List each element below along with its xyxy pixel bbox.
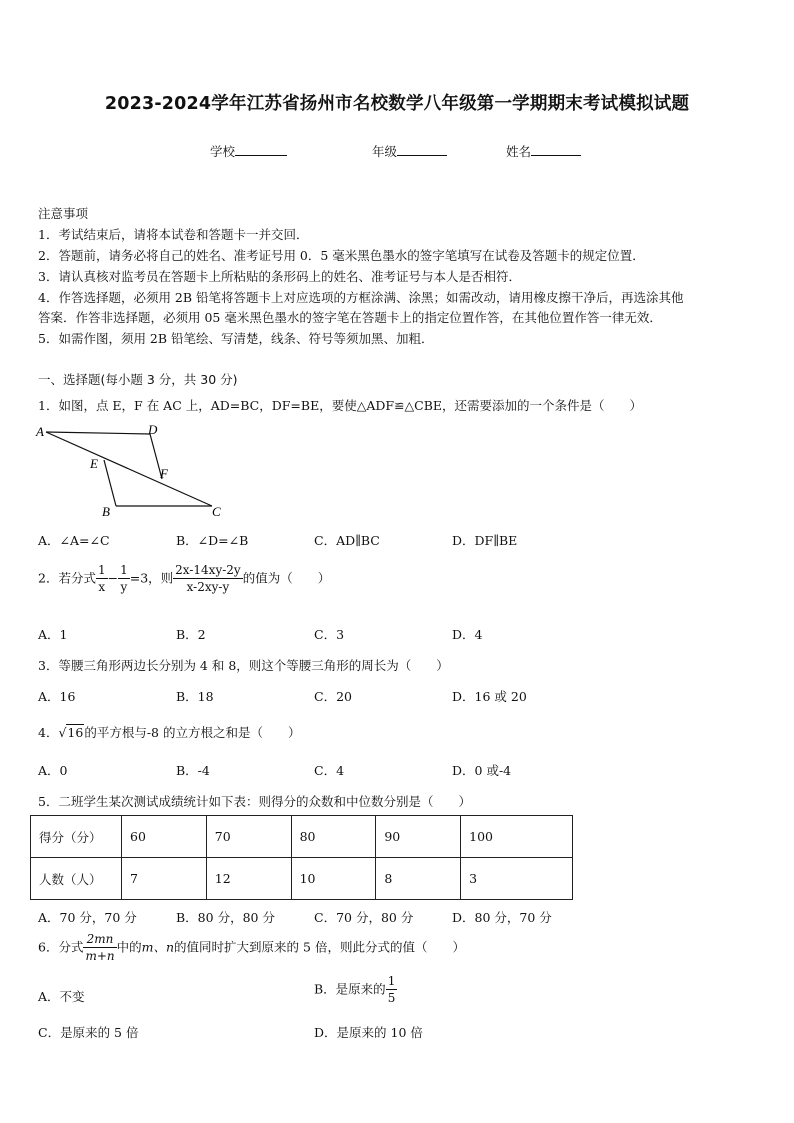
q6-prefix: 6．分式 <box>38 939 84 955</box>
score-table <box>30 815 573 900</box>
q2-eq: =3，则 <box>129 570 174 586</box>
q4-option-b[interactable]: B．-4 <box>176 763 210 778</box>
q6-b-den: 5 <box>387 991 396 1005</box>
q2-option-c[interactable]: C．3 <box>314 627 345 642</box>
q4-option-a[interactable]: A．0 <box>38 763 68 778</box>
q4-option-d[interactable]: D．0 或-4 <box>452 763 512 778</box>
q2-f2-den: y <box>120 580 128 594</box>
q2-option-d[interactable]: D．4 <box>452 627 483 642</box>
q3-option-a[interactable]: A．16 <box>38 689 76 704</box>
table-cell: 3 <box>461 858 573 900</box>
q2-f1-den: x <box>98 580 106 594</box>
q3-option-c[interactable]: C．20 <box>314 689 352 704</box>
grade-field <box>372 142 447 160</box>
q2-prefix: 2．若分式 <box>38 570 96 586</box>
notes-item: 2．答题前，请务必将自己的姓名、准考证号用 0．5 毫米黑色墨水的签字笔填写在试卷及答题卡的规定位置． <box>38 248 645 263</box>
q6-option-d[interactable]: D．是原来的 10 倍 <box>314 1025 423 1040</box>
q6-option-a[interactable]: A．不变 <box>38 989 85 1004</box>
table-cell: 80 <box>291 816 376 858</box>
q2-option-b[interactable]: B．2 <box>176 627 206 642</box>
table-row <box>31 858 573 900</box>
name-label: 姓名 <box>506 144 532 159</box>
q5-option-b[interactable]: B．80 分，80 分 <box>176 910 275 925</box>
table-row <box>31 816 573 858</box>
notes-item: 5．如需作图，须用 2B 铅笔绘、写清楚，线条、符号等须加黑、加粗． <box>38 331 434 346</box>
q1-option-a[interactable]: A．∠A=∠C <box>38 533 110 548</box>
page-title: 2023-2024学年江苏省扬州市名校数学八年级第一学期期末考试模拟试题 <box>104 94 690 114</box>
label-f: F <box>160 466 168 481</box>
label-c: C <box>212 504 221 519</box>
table-cell: 60 <box>122 816 207 858</box>
q6-suffix: 的值同时扩大到原来的 5 倍，则此分式的值（ ） <box>174 939 465 955</box>
q6-option-b[interactable] <box>314 975 397 1004</box>
sqrt-icon: √ <box>58 725 67 740</box>
question-2-stem <box>38 564 330 593</box>
label-a: A <box>36 424 44 439</box>
q4-suffix: 的平方根与-8 的立方根之和是（ ） <box>84 725 301 740</box>
q6-mid: 中的 <box>116 939 142 955</box>
table-cell: 12 <box>206 858 291 900</box>
notes-item: 答案．作答非选择题，必须用 05 毫米黑色墨水的签字笔在答题卡上的指定位置作答，在其他位置作答一律无效． <box>38 310 662 325</box>
q1-option-c[interactable]: C．AD∥BC <box>314 533 380 548</box>
school-field <box>210 142 287 160</box>
table-cell: 70 <box>206 816 291 858</box>
q3-option-b[interactable]: B．18 <box>176 689 214 704</box>
q6-frac-den: m+n <box>85 949 115 963</box>
triangle-figure <box>34 420 234 520</box>
notes-item: 4．作答选择题，必须用 2B 铅笔将答题卡上对应选项的方框涂满、涂黑；如需改动，请用橡皮擦干净后，再选涂其他 <box>38 290 684 305</box>
q2-fraction-3 <box>173 564 243 593</box>
q2-minus: − <box>107 570 119 586</box>
q2-fraction-1 <box>96 564 108 593</box>
notes-item: 3．请认真核对监考员在答题卡上所粘贴的条形码上的姓名、准考证号与本人是否相符． <box>38 269 521 284</box>
q4-option-c[interactable]: C．4 <box>314 763 345 778</box>
q2-f3-den: x-2xy-y <box>186 580 230 594</box>
table-cell: 7 <box>122 858 207 900</box>
q6-option-b-label: B．是原来的 <box>314 981 386 997</box>
q3-option-d[interactable]: D．16 或 20 <box>452 689 527 704</box>
school-blank[interactable] <box>235 143 287 156</box>
table-cell: 10 <box>291 858 376 900</box>
q5-option-a[interactable]: A．70 分，70 分 <box>38 910 137 925</box>
q6-frac-num: 2mn <box>83 933 116 948</box>
q6-option-c[interactable]: C．是原来的 5 倍 <box>38 1025 139 1040</box>
table-cell: 100 <box>461 816 573 858</box>
notes-heading: 注意事项 <box>38 206 89 221</box>
q6-vars: m、n <box>141 939 175 955</box>
q1-option-d[interactable]: D．DF∥BE <box>452 533 518 548</box>
q2-suffix: 的值为（ ） <box>242 570 331 586</box>
q2-fraction-2 <box>118 564 130 593</box>
grade-label: 年级 <box>372 144 398 159</box>
name-field <box>506 142 581 160</box>
label-e: E <box>90 456 98 471</box>
q5-option-d[interactable]: D．80 分，70 分 <box>452 910 552 925</box>
question-3-stem: 3．等腰三角形两边长分别为 4 和 8，则这个等腰三角形的周长为（ ） <box>38 658 449 673</box>
question-6-stem <box>38 933 465 962</box>
q2-f1-num: 1 <box>97 563 106 577</box>
question-5-stem: 5．二班学生某次测试成绩统计如下表：则得分的众数和中位数分别是（ ） <box>38 794 471 809</box>
notes-item: 1．考试结束后，请将本试卷和答题卡一并交回． <box>38 227 309 242</box>
q6-fraction <box>83 933 116 962</box>
q4-radicand: 16 <box>67 725 84 740</box>
grade-blank[interactable] <box>397 143 447 156</box>
q5-option-c[interactable]: C．70 分，80 分 <box>314 910 414 925</box>
label-d: D <box>148 422 158 437</box>
label-b: B <box>102 504 110 519</box>
q1-option-b[interactable]: B．∠D=∠B <box>176 533 249 548</box>
table-cell: 8 <box>376 858 461 900</box>
q6-b-num: 1 <box>387 974 396 988</box>
question-4-stem <box>38 723 300 741</box>
school-label: 学校 <box>210 144 236 159</box>
q2-option-a[interactable]: A．1 <box>38 627 68 642</box>
q4-prefix: 4． <box>38 725 59 740</box>
q2-f3-num: 2x-14xy-2y <box>175 563 241 577</box>
q6-option-b-fraction <box>386 975 398 1004</box>
question-1-stem: 1．如图，点 E，F 在 AC 上，AD=BC，DF=BE，要使△ADF≌△CBE，还需要添加的一个条件是（ ） <box>38 398 643 413</box>
table-cell: 得分（分） <box>31 816 122 858</box>
table-cell: 人数（人） <box>31 858 122 900</box>
q2-f2-num: 1 <box>120 563 128 577</box>
name-blank[interactable] <box>531 143 581 156</box>
table-cell: 90 <box>376 816 461 858</box>
section-heading: 一、选择题(每小题 3 分，共 30 分) <box>38 372 238 387</box>
